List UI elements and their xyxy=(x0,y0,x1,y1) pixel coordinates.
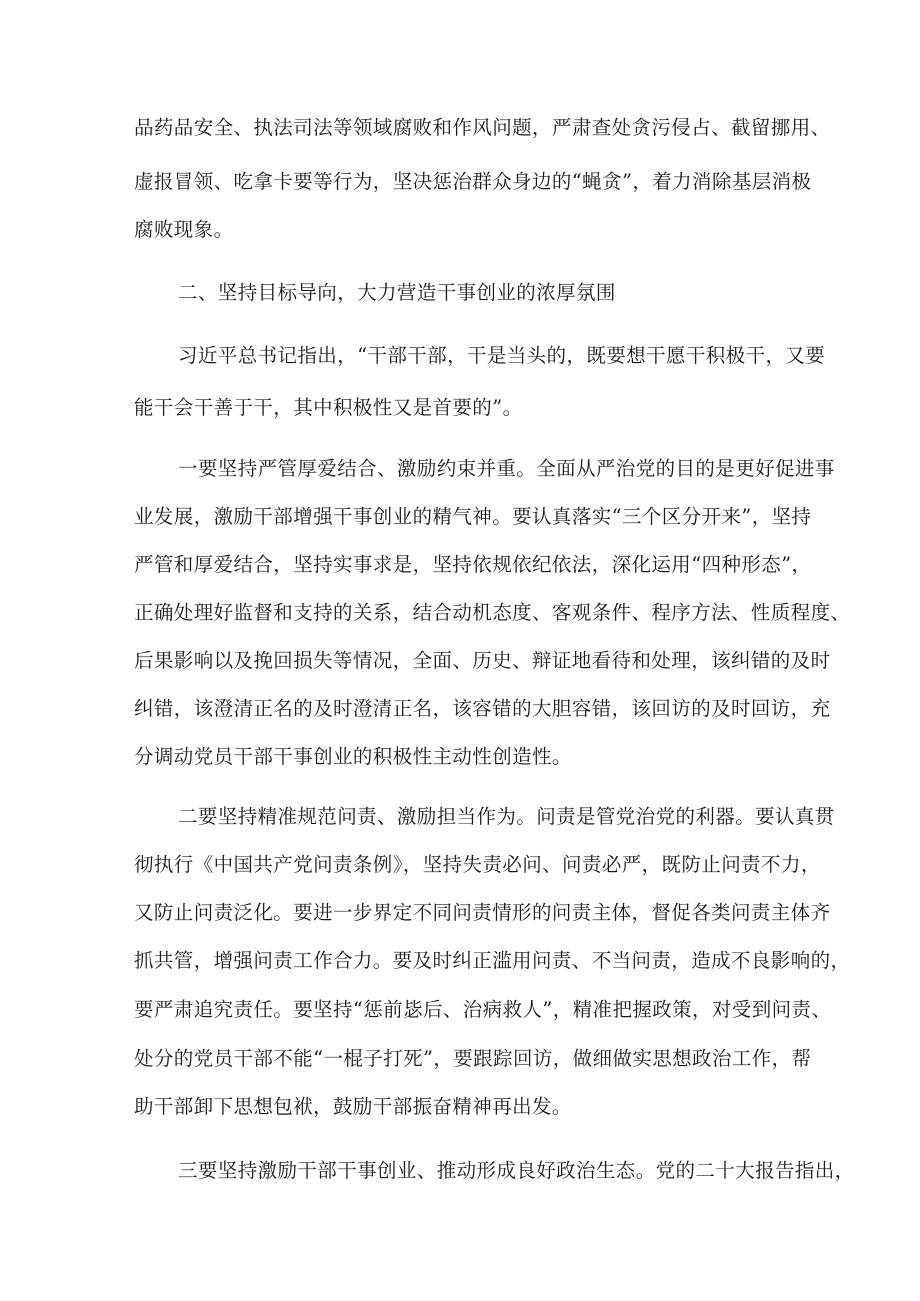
paragraph-line: 抓共管，增强问责工作合力。要及时纠正滥用问责、不当问责，造成不良影响的， xyxy=(134,949,851,972)
paragraph-line: 二要坚持精准规范问责、激励担当作为。问责是管党治党的利器。要认真贯 xyxy=(178,805,835,828)
paragraph-line: 要严肃追究责任。要坚持“惩前毖后、治病救人”，精准把握政策，对受到问责、 xyxy=(134,998,832,1021)
paragraph-line: 虚报冒领、吃拿卡要等行为，坚决惩治群众身边的“蝇贪”，着力消除基层消极 xyxy=(134,170,812,193)
paragraph-line: 严管和厚爱结合，坚持实事求是，坚持依规依纪依法，深化运用“四种形态”， xyxy=(134,553,812,576)
paragraph-line: 习近平总书记指出，“干部干部，干是当头的，既要想干愿干积极干，又要 xyxy=(178,344,826,367)
paragraph-line: 正确处理好监督和支持的关系，结合动机态度、客观条件、程序方法、性质程度、 xyxy=(134,601,851,624)
paragraph-line: 能干会干善于干，其中积极性又是首要的”。 xyxy=(134,396,523,419)
section-heading: 二、坚持目标导向，大力营造干事创业的浓厚氛围 xyxy=(178,281,616,304)
paragraph-line: 品药品安全、执法司法等领域腐败和作风问题，严肃查处贪污侵占、截留挪用、 xyxy=(134,116,831,139)
paragraph-line: 三要坚持激励干部干事创业、推动形成良好政治生态。党的二十大报告指出， xyxy=(178,1159,855,1182)
paragraph-line: 彻执行《中国共产党问责条例》，坚持失责必问、问责必严，既防止问责不力， xyxy=(134,853,821,876)
paragraph-line: 腐败现象。 xyxy=(134,218,234,241)
paragraph-line: 助干部卸下思想包袱，鼓励干部振奋精神再出发。 xyxy=(134,1095,572,1118)
paragraph-line: 分调动党员干部干事创业的积极性主动性创造性。 xyxy=(134,745,572,768)
paragraph-line: 又防止问责泛化。要进一步界定不同问责情形的问责主体，督促各类问责主体齐 xyxy=(134,901,831,924)
paragraph-line: 处分的党员干部不能“一棍子打死”，要跟踪回访，做细做实思想政治工作，帮 xyxy=(134,1047,812,1070)
paragraph-line: 纠错，该澄清正名的及时澄清正名，该容错的大胆容错，该回访的及时回访，充 xyxy=(134,697,831,720)
paragraph-line: 一要坚持严管厚爱结合、激励约束并重。全面从严治党的目的是更好促进事 xyxy=(178,457,835,480)
paragraph-line: 后果影响以及挽回损失等情况，全面、历史、辩证地看待和处理，该纠错的及时 xyxy=(134,649,831,672)
paragraph-line: 业发展，激励干部增强干事创业的精气神。要认真落实“三个区分开来”，坚持 xyxy=(134,505,812,528)
